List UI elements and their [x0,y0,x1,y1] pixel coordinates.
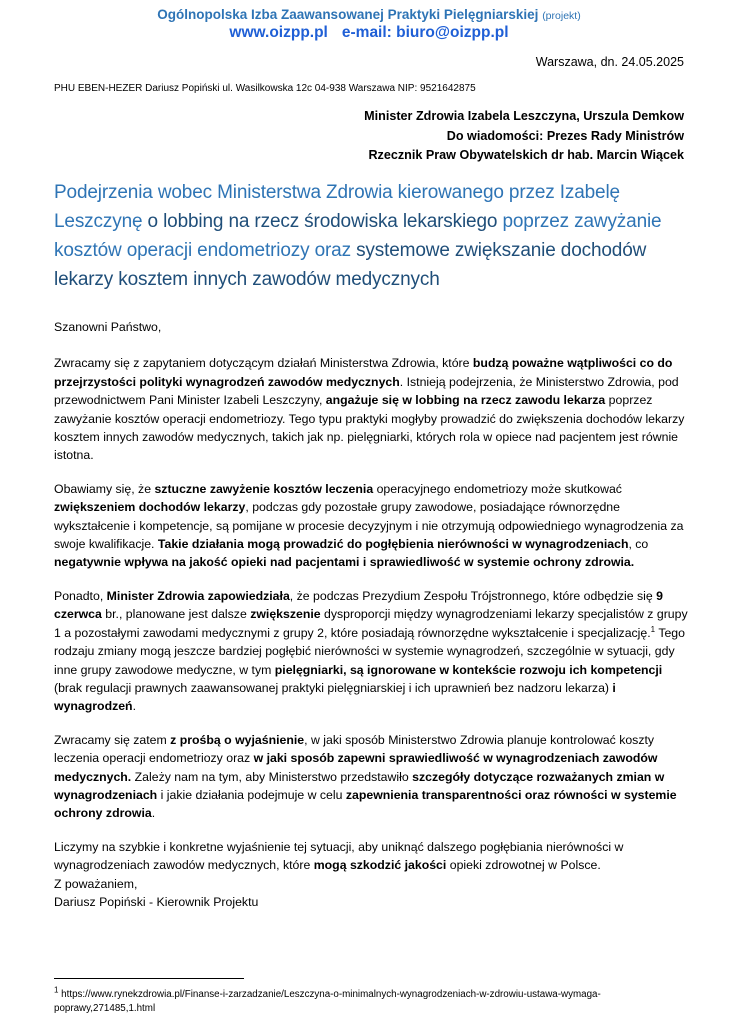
paragraph-1 [54,354,690,464]
text-run: Obawiamy się, że [54,481,155,496]
bold-run: zwiększeniem dochodów lekarzy [54,500,246,515]
addressee-line: Rzecznik Praw Obywatelskich dr hab. Marcin Wiącek [368,148,684,162]
bold-run: zapewnienia transparentności oraz równości w systemie ochrony zdrowia [54,787,677,821]
org-name-text: Ogólnopolska Izba Zaawansowanej Praktyki Pielęgniarskiej [157,7,539,22]
paragraph-4 [54,731,690,823]
footnote-url[interactable]: https://www.rynekzdrowia.pl/Finanse-i-zarzadzanie/Leszczyna-o-minimalnych-wynagrodzeniach-w-zdrowiu-ustawa-wymaga-poprawy,271485,1.html [54,989,601,1014]
title-emphasis: systemowe zwiększanie dochodów lekarzy kosztem innych zawodów medycznych [54,240,647,290]
bold-run: angażuje się w lobbing na rzecz zawodu lekarza [325,393,606,408]
website-link[interactable]: www.oizpp.pl [229,24,328,41]
title-part: Podejrzenia wobec Ministerstwa Zdrowia kierowanego przez Izabelę Leszczynę [54,182,620,232]
text-run: Zwracamy się z zapytaniem dotyczącym działań Ministerstwa Zdrowia, które [54,356,473,371]
bold-run: Takie działania mogą prowadzić do pogłębienia nierówności w wynagrodzeniach [157,537,629,552]
text-run: i jakie działania podejmuje w celu [157,787,346,802]
text-run: Liczymy na szybkie i konkretne wyjaśnienie tej sytuacji, aby uniknąć dalszego pogłębiania nierówności w wynagrodzeniach zawodów medycznych, które [54,839,624,873]
bold-run: sztuczne zawyżenie kosztów leczenia [154,481,374,496]
greeting: Szanowni Państwo, [54,320,162,334]
bold-run: negatywnie wpływa na jakość opieki nad pacjentami i sprawiedliwość w systemie ochrony zdrowia. [54,555,635,570]
paragraph-5 [54,838,690,875]
text-run: br., planowane jest dalsze [101,607,251,622]
bold-run: Minister Zdrowia zapowiedziała [106,588,290,603]
organization-name [0,7,738,22]
text-run: , co [628,537,649,552]
bold-run: zwiększenie [250,607,321,622]
bold-run: pielęgniarki, są ignorowane w kontekście rozwoju ich kompetencji [274,662,663,677]
text-run: , w jaki sposób Ministerstwo Zdrowia planuje kontrolować koszty leczenia operacji endometriozy oraz [54,732,655,766]
title-emphasis: o lobbing na rzecz środowiska lekarskiego [147,211,498,232]
email-link[interactable]: biuro@oizpp.pl [396,24,509,41]
bold-run: i wynagrodzeń [54,680,616,714]
letter-title [54,178,704,294]
org-note: (projekt) [542,10,581,22]
text-run: , podczas gdy pozostałe grupy zawodowe, posiadające równorzędne wykształcenie i kompetencje, są pomijane w procesie decyzyjnym i nie otrzymują odpowiedniego wynagrodzenia za swoje kwalifikacje. [54,500,684,552]
title-part: poprzez zawyżanie kosztów operacji endometriozy oraz [54,211,662,261]
footnote-separator [54,978,244,979]
text-run: . [151,806,156,821]
text-run: Ponadto, [54,588,107,603]
addressee-block [364,107,684,166]
contact-line [0,24,738,42]
bold-run: w jaki sposób zapewni sprawiedliwość w wynagrodzeniach zawodów medycznych. [54,751,658,784]
bold-run: szczegóły dotyczące rozważanych zmian w wynagrodzeniach [54,769,665,802]
bold-run: z prośbą o wyjaśnienie [170,732,305,747]
bold-run: 9 czerwca [54,588,663,622]
closing-regards: Z poważaniem, [54,876,138,891]
text-run: . Istnieją podejrzenia, że Ministerstwo Zdrowia, pod przewodnictwem Pani Minister Izabeli Leszczyny, [54,374,679,408]
bold-run: budzą poważne wątpliwości co do przejrzystości polityki wynagrodzeń zawodów medycznych [54,356,673,389]
text-run: Tego rodzaju zmiany mogą jeszcze bardziej pogłębić nierówności w systemie wynagrodzeń, szczególnie w sytuacji, gdy inne grupy zawodowe medyczne, w tym [54,625,685,677]
text-run: (brak regulacji prawnych zaawansowanej praktyki pielęgniarskiej i ich uprawnień bez nadzoru lekarza) [54,680,613,695]
place-date: Warszawa, dn. 24.05.2025 [535,55,684,69]
text-run: , że podczas Prezydium Zespołu Trójstronnego, które odbędzie się [289,588,657,603]
footnote [54,985,694,1016]
text-run: . [132,699,136,714]
addressee-line: Minister Zdrowia Izabela Leszczyna, Urszula Demkow [364,109,684,123]
text-run: dysproporcji między wynagrodzeniami lekarzy specjalistów z grupy 1 a pozostałymi zawodami medycznymi z grupy 2, które posiadają równorzędne wykształcenie i specjalizację. [54,607,688,640]
footnote-number: 1 [54,985,59,995]
footnote-ref[interactable]: 1 [650,624,656,634]
letter-body [54,318,690,911]
addressee-line: Do wiadomości: Prezes Rady Ministrów [446,128,684,143]
paragraph-2 [54,480,690,572]
text-run: poprzez zawyżanie kosztów operacji endometriozy. Tego typu praktyki mogłyby prowadzić do zwiększenia dochodów lekarzy kosztem innych zawodów medycznych, takich jak np. pielęgniarki, których rola w opiece nad pacjentem jest równie istotna. [54,393,685,463]
text-run: operacyjnego endometriozy może skutkować [373,481,622,496]
email-label: e-mail: [341,24,392,41]
text-run: Zależy nam na tym, aby Ministerstwo przedstawiło [131,769,413,784]
text-run: Zwracamy się zatem [54,732,171,747]
signature: Dariusz Popiński - Kierownik Projektu [54,894,259,909]
bold-run: mogą szkodzić jakości [313,858,447,873]
sender-info: PHU EBEN-HEZER Dariusz Popiński ul. Wasilkowska 12c 04-938 Warszawa NIP: 9521642875 [54,83,476,94]
text-run: opieki zdrowotnej w Polsce. [446,858,601,873]
paragraph-3 [54,587,690,716]
